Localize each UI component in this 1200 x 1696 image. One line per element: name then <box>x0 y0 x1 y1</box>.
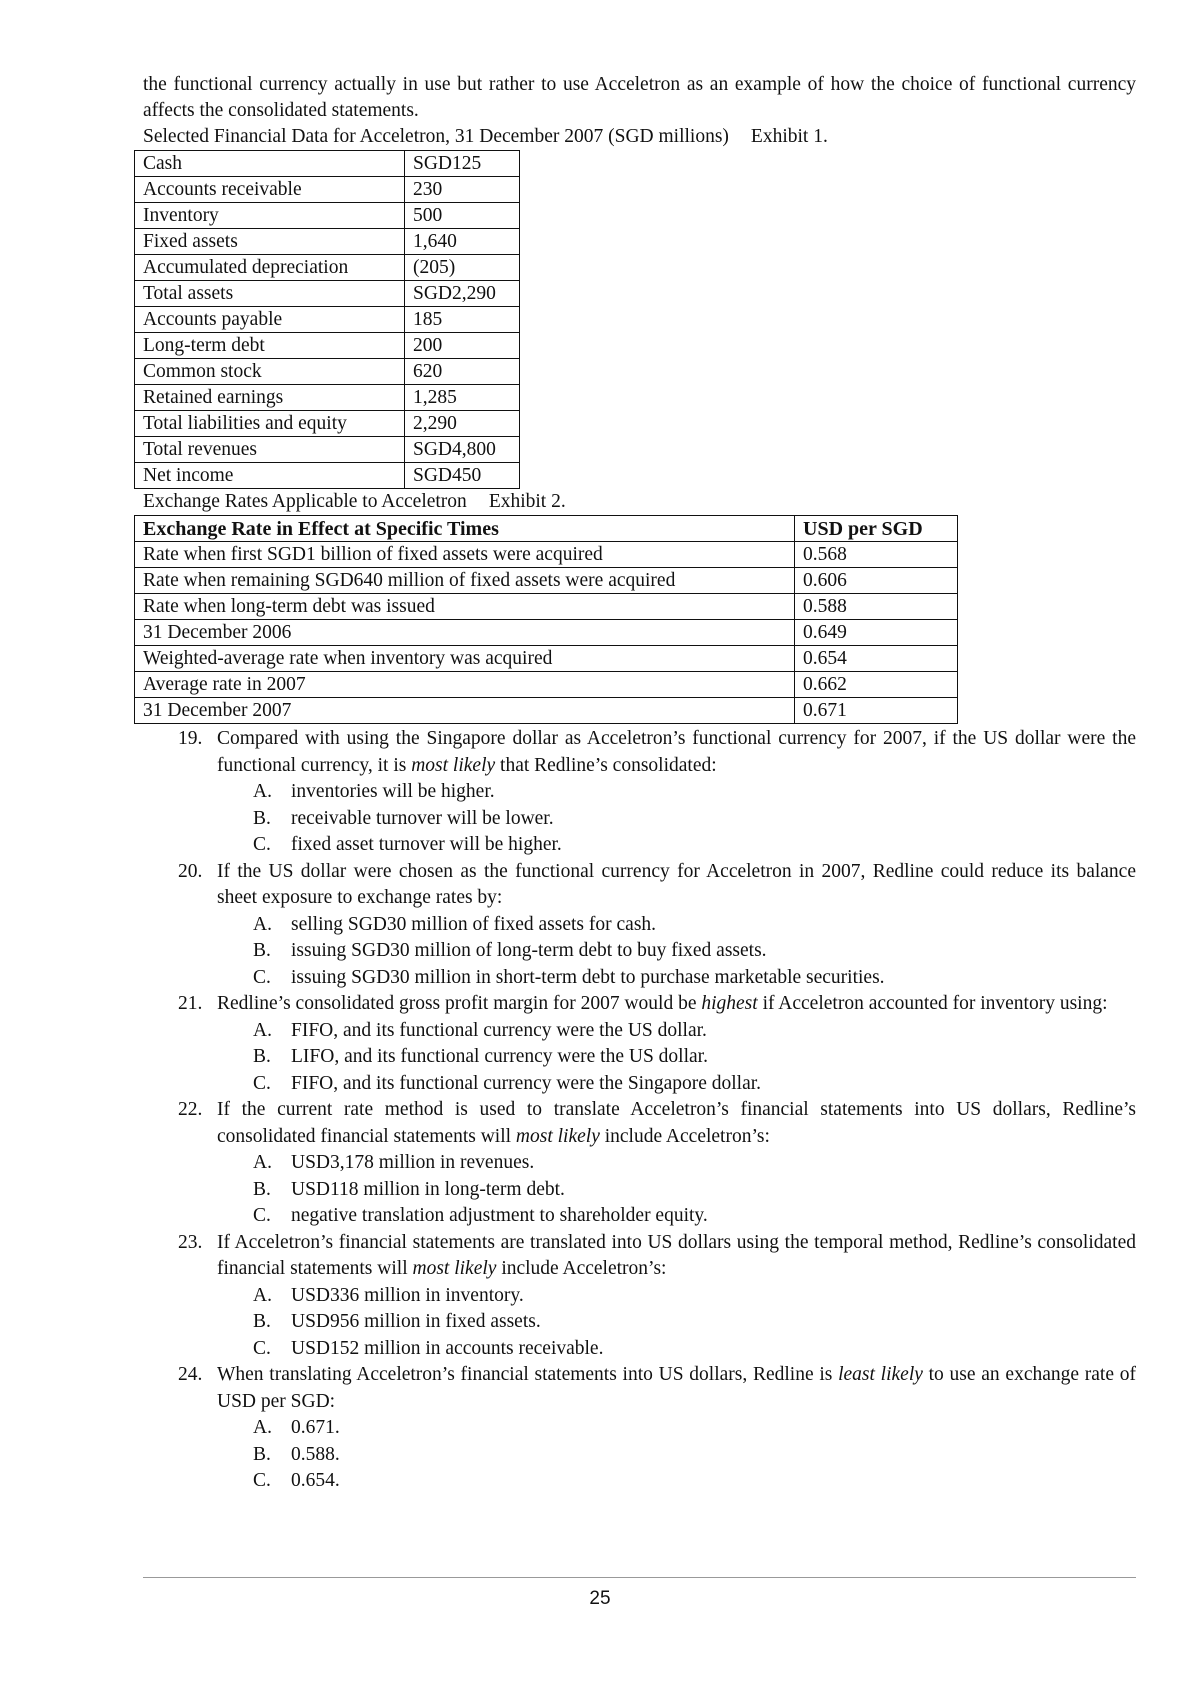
question-number: 24. <box>178 1364 203 1385</box>
exhibit1-item: Accounts payable <box>135 307 405 333</box>
exhibit1-value: 185 <box>405 307 520 333</box>
exhibit1-row <box>135 177 520 203</box>
exhibit1-row <box>135 359 520 385</box>
option-text: USD152 million in accounts receivable. <box>291 1337 604 1359</box>
answer-option <box>217 1150 1136 1177</box>
exhibit2-row <box>135 620 958 646</box>
option-text: USD118 million in long-term debt. <box>291 1178 565 1200</box>
answer-option <box>217 1309 1136 1336</box>
option-letter: B. <box>253 1443 271 1465</box>
exhibit2-value: 0.654 <box>795 646 958 672</box>
answer-option <box>217 832 1136 859</box>
answer-option <box>217 1071 1136 1098</box>
answer-option <box>217 1336 1136 1363</box>
exhibit1-value: SGD2,290 <box>405 281 520 307</box>
option-letter: B. <box>253 807 271 829</box>
option-list <box>217 1150 1136 1230</box>
exhibit1-value: 620 <box>405 359 520 385</box>
exhibit1-table <box>134 150 520 489</box>
answer-option <box>217 1442 1136 1469</box>
question-stem-text: include Acceletron’s: <box>599 1125 770 1147</box>
exhibit1-row <box>135 437 520 463</box>
question-stem-emphasis: least likely <box>838 1364 923 1385</box>
question-stem-text: Redline’s consolidated gross profit margin for 2007 would be <box>217 993 702 1014</box>
exhibit2-item: 31 December 2006 <box>135 620 795 646</box>
exhibit2-row <box>135 568 958 594</box>
option-text: USD3,178 million in revenues. <box>291 1152 535 1173</box>
option-text: issuing SGD30 million of long-term debt to buy fixed assets. <box>291 940 767 961</box>
answer-option <box>217 1415 1136 1442</box>
exhibit1-item: Total revenues <box>135 437 405 463</box>
question-stem-emphasis: most likely <box>412 1258 497 1279</box>
option-text: 0.671. <box>291 1417 340 1438</box>
exhibit1-item: Inventory <box>135 203 405 229</box>
exhibit1-row <box>135 151 520 177</box>
option-text: receivable turnover will be lower. <box>291 807 554 829</box>
document-page <box>143 72 1136 1495</box>
question-stem-text: Compared with using the Singapore dollar as Acceletron’s functional currency for 2007, if the US dollar were the functional currency, it is <box>217 728 1136 776</box>
exhibit1-item: Total assets <box>135 281 405 307</box>
exhibit2-value: 0.606 <box>795 568 958 594</box>
question-stem-text: to use an exchange rate of USD per SGD: <box>217 1364 1136 1412</box>
exhibit2-header-row <box>135 516 958 542</box>
exhibit1-row <box>135 307 520 333</box>
option-list <box>217 1018 1136 1098</box>
intro-paragraph <box>143 72 1136 124</box>
exhibit2-item: Rate when remaining SGD640 million of fixed assets were acquired <box>135 568 795 594</box>
exhibit2-header-col1: Exchange Rate in Effect at Specific Times <box>135 516 795 542</box>
exhibit2-item: 31 December 2007 <box>135 698 795 724</box>
question-stem-emphasis: highest <box>701 993 758 1014</box>
question-20 <box>143 859 1136 992</box>
option-letter: B. <box>253 940 271 961</box>
exhibit2-value: 0.568 <box>795 542 958 568</box>
option-list <box>217 779 1136 859</box>
question-stem-text: that Redline’s consolidated: <box>495 754 717 776</box>
option-letter: C. <box>253 966 271 988</box>
exhibit1-item: Net income <box>135 463 405 489</box>
exhibit2-header-col2: USD per SGD <box>795 516 958 542</box>
question-stem-text: if Acceletron accounted for inventory using: <box>757 993 1108 1014</box>
question-stem-text: If Acceletron’s financial statements are translated into US dollars using the temporal method, Redline’s consolidated financial statements will <box>217 1231 1136 1279</box>
exhibit1-value: SGD125 <box>405 151 520 177</box>
option-list <box>217 1415 1136 1495</box>
option-letter: C. <box>253 1205 271 1226</box>
option-text: 0.588. <box>291 1443 340 1465</box>
exhibit1-item: Total liabilities and equity <box>135 411 405 437</box>
answer-option <box>217 912 1136 939</box>
question-number: 19. <box>178 728 203 749</box>
question-stem-text: If the US dollar were chosen as the functional currency for Acceletron in 2007, Redline could reduce its balance sheet exposure to exchange rates by: <box>217 860 1136 908</box>
exhibit2-row <box>135 698 958 724</box>
exhibit1-value: 230 <box>405 177 520 203</box>
exhibit2-item: Rate when long-term debt was issued <box>135 594 795 620</box>
option-text: selling SGD30 million of fixed assets for cash. <box>291 913 657 935</box>
exhibit1-caption <box>143 124 1136 150</box>
exhibit2-caption <box>143 489 1136 515</box>
question-number: 20. <box>178 860 203 882</box>
exhibit1-item: Fixed assets <box>135 229 405 255</box>
exhibit1-item: Accumulated depreciation <box>135 255 405 281</box>
option-letter: C. <box>253 1072 271 1094</box>
option-letter: C. <box>253 1337 271 1359</box>
footer-divider <box>143 1577 1136 1578</box>
question-stem <box>217 1362 1136 1415</box>
exhibit1-value: SGD4,800 <box>405 437 520 463</box>
answer-option <box>217 1018 1136 1045</box>
question-stem-emphasis: most likely <box>515 1125 600 1147</box>
option-letter: C. <box>253 1470 271 1491</box>
question-number: 21. <box>178 993 203 1014</box>
intro-line-2: functional currency affects the consolidated statements. <box>143 74 1137 121</box>
question-stem-text: When translating Acceletron’s financial statements into US dollars, Redline is <box>217 1364 839 1385</box>
option-letter: A. <box>253 1417 272 1438</box>
exhibit1-value: 500 <box>405 203 520 229</box>
exhibit1-item: Retained earnings <box>135 385 405 411</box>
option-letter: B. <box>253 1311 271 1332</box>
answer-option <box>217 806 1136 833</box>
question-23 <box>143 1230 1136 1363</box>
question-stem <box>217 726 1136 779</box>
question-number: 23. <box>178 1231 203 1253</box>
exhibit1-row <box>135 203 520 229</box>
answer-option <box>217 1177 1136 1204</box>
question-stem-text: include Acceletron’s: <box>496 1258 667 1279</box>
exhibit1-row <box>135 229 520 255</box>
exhibit2-value: 0.649 <box>795 620 958 646</box>
exhibit1-value: (205) <box>405 255 520 281</box>
option-letter: B. <box>253 1046 271 1067</box>
exhibit2-item: Rate when first SGD1 billion of fixed assets were acquired <box>135 542 795 568</box>
exhibit2-row <box>135 646 958 672</box>
question-21 <box>143 991 1136 1097</box>
intro-line-1: the functional currency actually in use but rather to use Acceletron as an example of how the choice of <box>143 74 976 95</box>
option-letter: A. <box>253 1152 272 1173</box>
option-text: 0.654. <box>291 1470 340 1491</box>
exhibit1-item: Long-term debt <box>135 333 405 359</box>
answer-option <box>217 938 1136 965</box>
option-letter: A. <box>253 1284 272 1306</box>
option-text: USD956 million in fixed assets. <box>291 1311 541 1332</box>
exhibit2-value: 0.671 <box>795 698 958 724</box>
question-stem-text: If the current rate method is used to translate Acceletron’s financial statements into US dollars, Redline’s consolidated financial statements will <box>217 1099 1136 1147</box>
option-list <box>217 1283 1136 1363</box>
exhibit1-row <box>135 255 520 281</box>
answer-option <box>217 1044 1136 1071</box>
option-list <box>217 912 1136 992</box>
answer-option <box>217 965 1136 992</box>
exhibit1-value: 1,640 <box>405 229 520 255</box>
exhibit1-value: SGD450 <box>405 463 520 489</box>
option-text: FIFO, and its functional currency were the Singapore dollar. <box>291 1072 762 1094</box>
exhibit2-title: Exchange Rates Applicable to Acceletron <box>143 491 467 512</box>
exhibit1-label: Exhibit 1. <box>750 126 828 147</box>
exhibit2-row <box>135 594 958 620</box>
option-letter: A. <box>253 1019 272 1041</box>
exhibit2-item: Average rate in 2007 <box>135 672 795 698</box>
answer-option <box>217 779 1136 806</box>
question-number: 22. <box>178 1099 203 1120</box>
question-stem <box>217 1097 1136 1150</box>
question-stem <box>217 991 1136 1018</box>
exhibit1-item: Common stock <box>135 359 405 385</box>
page-number: 25 <box>589 1588 611 1609</box>
exhibit2-table <box>134 515 958 724</box>
exhibit2-row <box>135 672 958 698</box>
option-text: FIFO, and its functional currency were the US dollar. <box>291 1019 707 1041</box>
question-stem <box>217 859 1136 912</box>
option-letter: B. <box>253 1178 271 1200</box>
exhibit1-row <box>135 281 520 307</box>
exhibit2-item: Weighted-average rate when inventory was acquired <box>135 646 795 672</box>
question-list <box>143 726 1136 1495</box>
exhibit1-item: Cash <box>135 151 405 177</box>
question-stem <box>217 1230 1136 1283</box>
option-text: USD336 million in inventory. <box>291 1284 524 1306</box>
exhibit2-label: Exhibit 2. <box>488 491 566 512</box>
exhibit1-row <box>135 385 520 411</box>
answer-option <box>217 1203 1136 1230</box>
exhibit1-item: Accounts receivable <box>135 177 405 203</box>
question-24 <box>143 1362 1136 1495</box>
exhibit1-value: 200 <box>405 333 520 359</box>
exhibit2-value: 0.588 <box>795 594 958 620</box>
exhibit2-value: 0.662 <box>795 672 958 698</box>
answer-option <box>217 1468 1136 1495</box>
option-letter: A. <box>253 781 272 802</box>
option-text: LIFO, and its functional currency were the US dollar. <box>291 1046 708 1067</box>
question-22 <box>143 1097 1136 1230</box>
exhibit1-row <box>135 333 520 359</box>
exhibit1-value: 1,285 <box>405 385 520 411</box>
question-stem-emphasis: most likely <box>411 754 496 776</box>
option-text: fixed asset turnover will be higher. <box>291 834 562 855</box>
option-text: inventories will be higher. <box>291 781 495 802</box>
exhibit1-row <box>135 463 520 489</box>
exhibit1-title: Selected Financial Data for Acceletron, 31 December 2007 (SGD millions) <box>143 126 729 147</box>
exhibit1-value: 2,290 <box>405 411 520 437</box>
exhibit2-row <box>135 542 958 568</box>
exhibit1-row <box>135 411 520 437</box>
option-letter: C. <box>253 834 271 855</box>
answer-option <box>217 1283 1136 1310</box>
option-letter: A. <box>253 913 272 935</box>
question-19 <box>143 726 1136 859</box>
option-text: issuing SGD30 million in short-term debt to purchase marketable securities. <box>291 966 885 988</box>
option-text: negative translation adjustment to shareholder equity. <box>291 1205 708 1226</box>
